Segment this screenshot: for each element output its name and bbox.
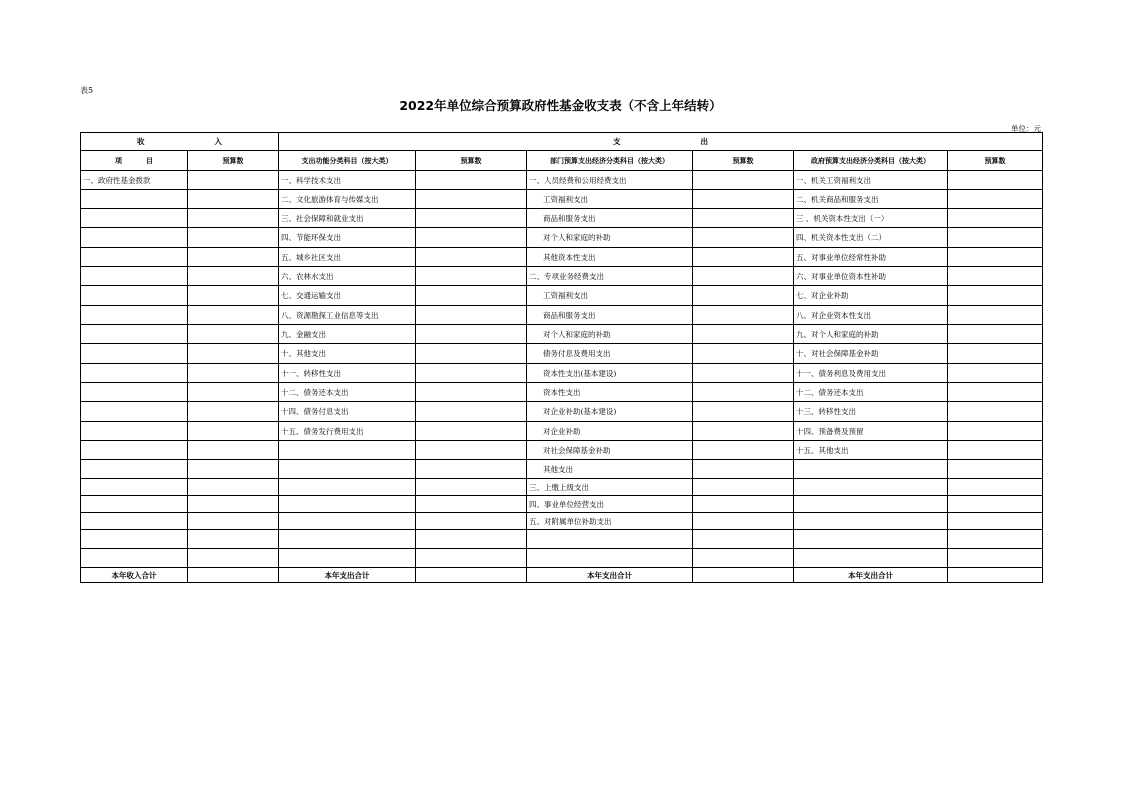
- dept-econ-budget-cell: [693, 530, 794, 549]
- col-gov-econ-header: 政府预算支出经济分类科目（按大类）: [794, 151, 948, 171]
- income-budget-cell: [188, 549, 279, 568]
- income-item-cell: [81, 383, 188, 402]
- dept-econ-item-cell: 商品和服务支出: [527, 209, 693, 228]
- dept-econ-item-cell: 商品和服务支出: [527, 306, 693, 325]
- table-row: [81, 325, 1043, 344]
- func-budget-cell: [416, 549, 527, 568]
- func-item-cell: 十二、债务还本支出: [279, 383, 416, 402]
- income-budget-cell: [188, 190, 279, 209]
- func-budget-cell: [416, 402, 527, 422]
- income-budget-cell: [188, 267, 279, 286]
- func-budget-cell: [416, 267, 527, 286]
- expense-header: 支 出: [279, 133, 1043, 151]
- table-row: [81, 530, 1043, 549]
- gov-econ-budget-cell: [948, 286, 1043, 306]
- gov-econ-item-cell: [794, 530, 948, 549]
- gov-econ-budget-cell: [948, 513, 1043, 530]
- income-item-cell: [81, 496, 188, 513]
- gov-econ-budget-cell: [948, 496, 1043, 513]
- gov-econ-item-cell: 十五、其他支出: [794, 441, 948, 460]
- func-budget-cell: [416, 171, 527, 190]
- gov-econ-budget-cell: [948, 402, 1043, 422]
- gov-econ-item-cell: 五、对事业单位经常性补助: [794, 248, 948, 267]
- dept-econ-item-cell: 资本性支出: [527, 383, 693, 402]
- dept-econ-budget-cell: [693, 306, 794, 325]
- func-budget-cell: [416, 325, 527, 344]
- func-item-cell: [279, 496, 416, 513]
- dept-econ-item-cell: 三、上缴上级支出: [527, 479, 693, 496]
- dept-econ-item-cell: 工资福利支出: [527, 286, 693, 306]
- table-row: [81, 422, 1043, 441]
- func-budget-cell: [416, 228, 527, 248]
- income-budget-cell: [188, 344, 279, 364]
- income-budget-cell: [188, 422, 279, 441]
- dept-econ-budget-cell: [693, 344, 794, 364]
- dept-econ-item-cell: 其他资本性支出: [527, 248, 693, 267]
- table-number: 表5: [80, 86, 94, 95]
- dept-econ-budget-cell: [693, 325, 794, 344]
- dept-econ-item-cell: 其他支出: [527, 460, 693, 479]
- dept-econ-item-cell: 四、事业单位经营支出: [527, 496, 693, 513]
- gov-econ-budget-cell: [948, 441, 1043, 460]
- gov-econ-item-cell: 二、机关商品和服务支出: [794, 190, 948, 209]
- col-dept-econ-header: 部门预算支出经济分类科目（按大类）: [527, 151, 693, 171]
- income-budget-cell: [188, 286, 279, 306]
- gov-econ-item-cell: 八、对企业资本性支出: [794, 306, 948, 325]
- table-row: [81, 364, 1043, 383]
- gov-econ-budget-cell: [948, 530, 1043, 549]
- income-budget-cell: [188, 171, 279, 190]
- income-budget-cell: [188, 460, 279, 479]
- page-title: 2022年单位综合预算政府性基金收支表（不含上年结转）: [399, 98, 722, 113]
- income-item-cell: [81, 190, 188, 209]
- func-budget-cell: [416, 479, 527, 496]
- gov-econ-item-cell: 四、机关资本性支出（二）: [794, 228, 948, 248]
- income-total-value: [188, 568, 279, 583]
- gov-econ-budget-cell: [948, 422, 1043, 441]
- func-budget-cell: [416, 422, 527, 441]
- income-item-cell: [81, 402, 188, 422]
- gov-econ-budget-cell: [948, 364, 1043, 383]
- gov-econ-budget-cell: [948, 209, 1043, 228]
- gov-econ-item-cell: 十三、转移性支出: [794, 402, 948, 422]
- func-total-label: 本年支出合计: [279, 568, 416, 583]
- func-total-value: [416, 568, 527, 583]
- gov-econ-budget-cell: [948, 306, 1043, 325]
- income-budget-cell: [188, 402, 279, 422]
- func-item-cell: [279, 441, 416, 460]
- table-row: [81, 248, 1043, 267]
- func-budget-cell: [416, 248, 527, 267]
- func-item-cell: 一、科学技术支出: [279, 171, 416, 190]
- table-row: [81, 306, 1043, 325]
- table-row: [81, 479, 1043, 496]
- income-item-cell: [81, 530, 188, 549]
- func-item-cell: 十一、转移性支出: [279, 364, 416, 383]
- gov-total-label: 本年支出合计: [794, 568, 948, 583]
- gov-econ-item-cell: [794, 496, 948, 513]
- income-budget-cell: [188, 306, 279, 325]
- gov-total-value: [948, 568, 1043, 583]
- func-item-cell: 三、社会保障和就业支出: [279, 209, 416, 228]
- income-item-cell: [81, 513, 188, 530]
- income-item-cell: [81, 209, 188, 228]
- dept-econ-budget-cell: [693, 383, 794, 402]
- func-item-cell: [279, 460, 416, 479]
- gov-econ-item-cell: 一、机关工资福利支出: [794, 171, 948, 190]
- income-item-cell: [81, 344, 188, 364]
- dept-econ-budget-cell: [693, 513, 794, 530]
- income-budget-cell: [188, 228, 279, 248]
- gov-econ-budget-cell: [948, 479, 1043, 496]
- dept-econ-budget-cell: [693, 190, 794, 209]
- func-item-cell: 八、资源勘探工业信息等支出: [279, 306, 416, 325]
- func-item-cell: 五、城乡社区支出: [279, 248, 416, 267]
- table-row: [81, 549, 1043, 568]
- income-item-cell: [81, 422, 188, 441]
- table-row: [81, 190, 1043, 209]
- col-budget-header: 预算数: [948, 151, 1043, 171]
- dept-econ-budget-cell: [693, 441, 794, 460]
- income-item-cell: [81, 479, 188, 496]
- func-item-cell: [279, 549, 416, 568]
- gov-econ-item-cell: 十二、债务还本支出: [794, 383, 948, 402]
- func-item-cell: 十四、债务付息支出: [279, 402, 416, 422]
- dept-econ-budget-cell: [693, 364, 794, 383]
- gov-econ-item-cell: 三 、机关资本性支出（一）: [794, 209, 948, 228]
- income-budget-cell: [188, 364, 279, 383]
- gov-econ-budget-cell: [948, 190, 1043, 209]
- income-budget-cell: [188, 479, 279, 496]
- dept-econ-item-cell: 资本性支出(基本建设): [527, 364, 693, 383]
- dept-econ-budget-cell: [693, 496, 794, 513]
- gov-econ-item-cell: [794, 513, 948, 530]
- income-budget-cell: [188, 530, 279, 549]
- income-item-cell: [81, 267, 188, 286]
- func-budget-cell: [416, 364, 527, 383]
- gov-econ-budget-cell: [948, 549, 1043, 568]
- func-budget-cell: [416, 513, 527, 530]
- dept-econ-item-cell: [527, 530, 693, 549]
- income-item-cell: [81, 460, 188, 479]
- gov-econ-budget-cell: [948, 267, 1043, 286]
- gov-econ-item-cell: 六、对事业单位资本性补助: [794, 267, 948, 286]
- dept-econ-item-cell: 对个人和家庭的补助: [527, 325, 693, 344]
- dept-econ-item-cell: 工资福利支出: [527, 190, 693, 209]
- income-total-label: 本年收入合计: [81, 568, 188, 583]
- income-header: 收 入: [81, 133, 279, 151]
- dept-econ-item-cell: 二、专项业务经费支出: [527, 267, 693, 286]
- income-item-cell: [81, 306, 188, 325]
- table-row: [81, 228, 1043, 248]
- table-row: [81, 460, 1043, 479]
- dept-econ-item-cell: [527, 549, 693, 568]
- table-row: [81, 496, 1043, 513]
- income-item-cell: [81, 549, 188, 568]
- income-item-cell: [81, 248, 188, 267]
- gov-econ-item-cell: 十一、债务利息及费用支出: [794, 364, 948, 383]
- table-row: [81, 267, 1043, 286]
- income-budget-cell: [188, 209, 279, 228]
- gov-econ-budget-cell: [948, 383, 1043, 402]
- func-item-cell: 九、金融支出: [279, 325, 416, 344]
- header-row-1: [81, 133, 1043, 151]
- income-budget-cell: [188, 513, 279, 530]
- col-budget-header: 预算数: [188, 151, 279, 171]
- gov-econ-item-cell: 七、对企业补助: [794, 286, 948, 306]
- gov-econ-budget-cell: [948, 228, 1043, 248]
- gov-econ-budget-cell: [948, 325, 1043, 344]
- gov-econ-budget-cell: [948, 171, 1043, 190]
- dept-econ-budget-cell: [693, 248, 794, 267]
- table-row: [81, 513, 1043, 530]
- dept-econ-item-cell: 对社会保障基金补助: [527, 441, 693, 460]
- income-budget-cell: [188, 325, 279, 344]
- func-budget-cell: [416, 286, 527, 306]
- func-budget-cell: [416, 460, 527, 479]
- fund-income-expense-table: [80, 132, 1043, 583]
- dept-econ-budget-cell: [693, 460, 794, 479]
- table-row: [81, 402, 1043, 422]
- func-budget-cell: [416, 441, 527, 460]
- dept-econ-item-cell: 一、人员经费和公用经费支出: [527, 171, 693, 190]
- col-func-header: 支出功能分类科目（按大类）: [279, 151, 416, 171]
- table-row: [81, 171, 1043, 190]
- table-row: [81, 209, 1043, 228]
- func-item-cell: 十、其他支出: [279, 344, 416, 364]
- func-item-cell: 十五、债务发行费用支出: [279, 422, 416, 441]
- table-row: [81, 383, 1043, 402]
- income-item-cell: [81, 228, 188, 248]
- dept-econ-item-cell: 对企业补助: [527, 422, 693, 441]
- func-item-cell: 七、交通运输支出: [279, 286, 416, 306]
- unit-label: 单位：元: [1011, 124, 1041, 133]
- func-budget-cell: [416, 383, 527, 402]
- table-row: [81, 344, 1043, 364]
- gov-econ-budget-cell: [948, 460, 1043, 479]
- dept-econ-budget-cell: [693, 402, 794, 422]
- func-budget-cell: [416, 344, 527, 364]
- header-row-2: [81, 151, 1043, 171]
- dept-econ-item-cell: 对企业补助(基本建设): [527, 402, 693, 422]
- gov-econ-item-cell: [794, 479, 948, 496]
- func-budget-cell: [416, 496, 527, 513]
- func-item-cell: [279, 513, 416, 530]
- col-budget-header: 预算数: [416, 151, 527, 171]
- income-item-cell: 一、政府性基金拨款: [81, 171, 188, 190]
- dept-total-label: 本年支出合计: [527, 568, 693, 583]
- income-budget-cell: [188, 441, 279, 460]
- dept-econ-item-cell: 对个人和家庭的补助: [527, 228, 693, 248]
- table-row: [81, 441, 1043, 460]
- gov-econ-budget-cell: [948, 248, 1043, 267]
- income-item-cell: [81, 325, 188, 344]
- dept-econ-item-cell: 债务付息及费用支出: [527, 344, 693, 364]
- income-budget-cell: [188, 383, 279, 402]
- func-budget-cell: [416, 530, 527, 549]
- income-budget-cell: [188, 248, 279, 267]
- gov-econ-item-cell: [794, 549, 948, 568]
- dept-econ-budget-cell: [693, 549, 794, 568]
- dept-econ-budget-cell: [693, 171, 794, 190]
- func-budget-cell: [416, 190, 527, 209]
- gov-econ-item-cell: 十、对社会保障基金补助: [794, 344, 948, 364]
- income-budget-cell: [188, 496, 279, 513]
- income-item-cell: [81, 441, 188, 460]
- gov-econ-item-cell: 十四、预备费及预留: [794, 422, 948, 441]
- gov-econ-item-cell: [794, 460, 948, 479]
- func-item-cell: 六、农林水支出: [279, 267, 416, 286]
- gov-econ-budget-cell: [948, 344, 1043, 364]
- dept-econ-budget-cell: [693, 209, 794, 228]
- dept-econ-budget-cell: [693, 286, 794, 306]
- col-item-header: 项 目: [81, 151, 188, 171]
- func-item-cell: 四、节能环保支出: [279, 228, 416, 248]
- dept-econ-budget-cell: [693, 267, 794, 286]
- dept-econ-budget-cell: [693, 422, 794, 441]
- dept-econ-budget-cell: [693, 479, 794, 496]
- func-item-cell: [279, 530, 416, 549]
- dept-econ-budget-cell: [693, 228, 794, 248]
- dept-total-value: [693, 568, 794, 583]
- gov-econ-item-cell: 九、对个人和家庭的补助: [794, 325, 948, 344]
- income-item-cell: [81, 364, 188, 383]
- func-budget-cell: [416, 209, 527, 228]
- func-budget-cell: [416, 306, 527, 325]
- income-item-cell: [81, 286, 188, 306]
- table-row: [81, 286, 1043, 306]
- totals-row: [81, 568, 1043, 583]
- col-budget-header: 预算数: [693, 151, 794, 171]
- dept-econ-item-cell: 五、对附属单位补助支出: [527, 513, 693, 530]
- func-item-cell: [279, 479, 416, 496]
- func-item-cell: 二、文化旅游体育与传媒支出: [279, 190, 416, 209]
